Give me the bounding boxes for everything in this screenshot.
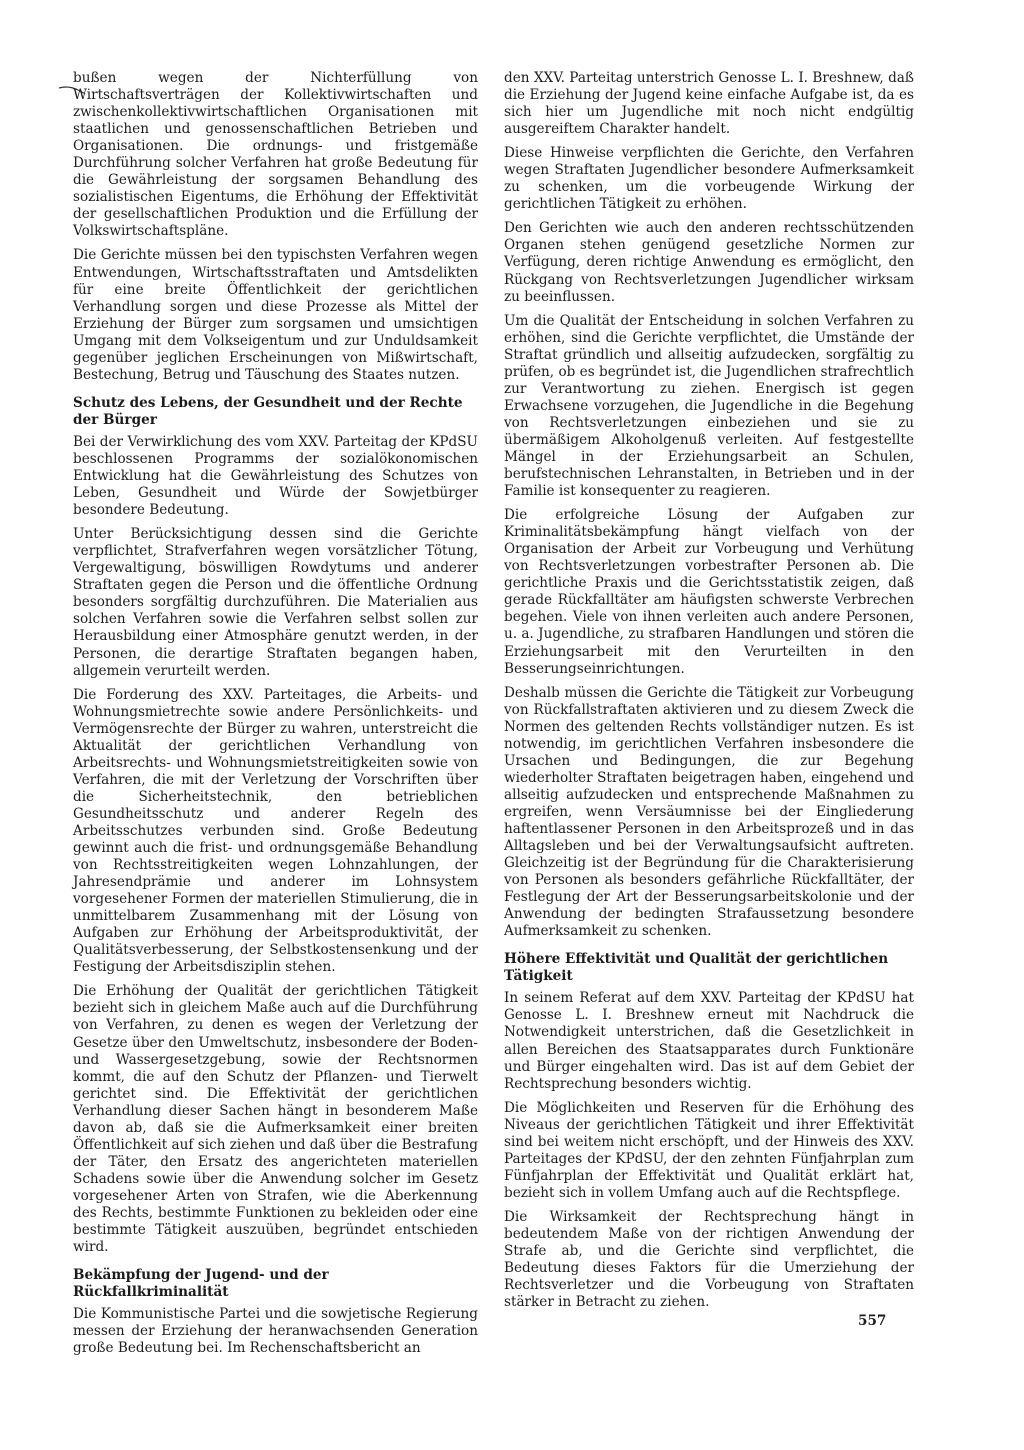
- paragraph: Die Gerichte müssen bei den typischsten Verfahren wegen Entwendungen, Wirtschaftsstraftaten und Amtsdelikten für eine breite Öffentlichkeit der gerichtlichen Verhandlung sorgen und diese Prozesse als Mittel der Erziehung der Bürger zum sorgsamen und umsichtigen Umgang mit dem Volkseigentum und zur Unduldsamkeit gegenüber jeglichen Erscheinungen von Mißwirtschaft, Bestechung, Betrug und Täuschung des Staates nutzen.: [73, 247, 478, 383]
- paragraph: Die Möglichkeiten und Reserven für die Erhöhung des Niveaus der gerichtlichen Tätigkeit und ihrer Effektivität sind bei weitem nicht erschöpft, und der Hinweis des XXV. Parteitages der KPdSU, der den zehnten Fünfjahrplan zum Fünfjahrplan der Effektivität und Qualität erklärt hat, bezieht sich in vollem Umfang auch auf die Rechtspflege.: [504, 1099, 914, 1201]
- paragraph: Diese Hinweise verpflichten die Gerichte, den Verfahren wegen Straftaten Jugendlicher besondere Aufmerksamkeit zu schenken, um die vorbeugende Wirkung der gerichtlichen Tätigkeit zu erhöhen.: [504, 145, 914, 213]
- paragraph: den XXV. Parteitag unterstrich Genosse L. I. Breshnew, daß die Erziehung der Jugend keine einfache Aufgabe ist, da es sich hier um Jugendliche mit noch nicht endgültig ausgereiftem Charakter handelt.: [504, 70, 914, 138]
- paragraph: Die Wirksamkeit der Rechtsprechung hängt in bedeutendem Maße von der richtigen Anwendung der Strafe ab, und die Gerichte sind verpflichtet, die Bedeutung dieses Faktors für die Umerziehung der Rechtsverletzer und die Vorbeugung von Straftaten stärker in Betracht zu ziehen.: [504, 1208, 914, 1311]
- page-number: 557: [858, 1313, 887, 1329]
- paragraph: Unter Berücksichtigung dessen sind die Gerichte verpflichtet, Strafverfahren wegen vorsätzlicher Tötung, Vergewaltigung, böswilligen Rowdytums und anderer Straftaten gegen die Person und die öffentliche Ordnung besonders sorgfältig durchzuführen. Die Materialien aus solchen Verfahren sowie die Verfahren selbst sollen zur Herausbildung einer Atmosphäre genutzt werden, in der Personen, die derartige Straftaten begangen haben, allgemein verurteilt werden.: [73, 526, 478, 679]
- paragraph: Die Kommunistische Partei und die sowjetische Regierung messen der Erziehung der heranwachsenden Generation große Bedeutung bei. Im Rechenschaftsbericht an: [73, 1306, 478, 1357]
- paragraph: Den Gerichten wie auch den anderen rechtsschützenden Organen stehen genügend gesetzliche Normen zur Verfügung, deren richtige Anwendung es ermöglicht, den Rückgang von Rechtsverletzungen Jugendlicher wirksam zu beeinflussen.: [504, 220, 914, 305]
- paragraph: Bei der Verwirklichung des vom XXV. Parteitag der KPdSU beschlossenen Programms der sozialökonomischen Entwicklung hat die Gewährleistung des Schutzes von Leben, Gesundheit und Würde der Sowjetbürger besondere Bedeutung.: [73, 433, 478, 519]
- section-heading: Schutz des Lebens, der Gesundheit und der Rechte der Bürger: [73, 394, 463, 428]
- right-column: [504, 70, 914, 1318]
- paragraph: In seinem Referat auf dem XXV. Parteitag der KPdSU hat Genosse L. I. Breshnew erneut mit Nachdruck die Notwendigkeit unterstrichen, daß die Gesetzlichkeit in allen Bereichen des Staatsapparates durch Funktionäre und Bürger eingehalten wird. Das ist auf dem Gebiet der Rechtsprechung besonders wichtig.: [504, 990, 914, 1092]
- paragraph: Um die Qualität der Entscheidung in solchen Verfahren zu erhöhen, sind die Gerichte verpflichtet, die Umstände der Straftat gründlich und allseitig aufzudecken, sorgfältig zu prüfen, ob es begründet ist, die Jugendlichen strafrechtlich zur Verantwortung zu ziehen. Energisch ist gegen Erwachsene vorzugehen, die Jugendliche in die Begehung von Rechtsverletzungen einbeziehen und sie zu übermäßigem Alkoholgenuß verleiten. Auf festgestellte Mängel in der Erziehungsarbeit an Schulen, berufstechnischen Lehranstalten, in Betrieben und in der Familie ist konsequenter zu reagieren.: [504, 312, 914, 500]
- left-column: [73, 70, 478, 1364]
- paragraph: bußen wegen der Nichterfüllung von Wirtschaftsverträgen der Kollektivwirtschaften und zwischenkollektivwirtschaftlichen Organisationen mit staatlichen und genossenschaftlichen Betrieben und Organisationen. Die ordnungs- und fristgemäße Durchführung solcher Verfahren hat große Bedeutung für die Gewährleistung der sorgsamen Behandlung des sozialistischen Eigentums, die Erhöhung der Effektivität der gesellschaftlichen Produktion und die Erfüllung der Volkswirtschaftspläne.: [73, 70, 478, 240]
- paragraph: Deshalb müssen die Gerichte die Tätigkeit zur Vorbeugung von Rückfallstraftaten aktivieren und zu diesem Zweck die Normen des geltenden Rechts vollständiger nutzen. Es ist notwendig, im gerichtlichen Verfahren insbesondere die Ursachen und Bedingungen, die zur Begehung wiederholter Straftaten beigetragen haben, eingehend und allseitig aufzudecken und entsprechende Maßnahmen zu ergreifen, wenn Versäumnisse bei der Eingliederung haftentlassener Personen in den Arbeitsprozeß und in das Alltagsleben und bei der Verwaltungsaufsicht auftreten. Gleichzeitig ist der Begründung für die Charakterisierung von Personen als besonders gefährliche Rückfalltäter, der Festlegung der Art der Besserungsarbeitskolonie und der Anwendung der bedingten Strafaussetzung besondere Aufmerksamkeit zu schenken.: [504, 684, 914, 940]
- section-heading: Höhere Effektivität und Qualität der gerichtlichen Tätigkeit: [504, 951, 889, 985]
- paragraph: Die erfolgreiche Lösung der Aufgaben zur Kriminalitätsbekämpfung hängt vielfach von der Organisation der Arbeit zur Vorbeugung und Verhütung von Rechtsverletzungen vorbestrafter Personen ab. Die gerichtliche Praxis und die Gerichtsstatistik zeigen, daß gerade Rückfalltäter am häufigsten schwerste Verbrechen begehen. Viele von ihnen verleiten auch andere Personen, u. a. Jugendliche, zu strafbaren Handlungen und stören die Erziehungsarbeit mit den Verurteilten in den Besserungseinrichtungen.: [504, 507, 915, 677]
- section-heading: Bekämpfung der Jugend- und der Rückfallkriminalität: [73, 1267, 329, 1301]
- paragraph: Die Erhöhung der Qualität der gerichtlichen Tätigkeit bezieht sich in gleichem Maße auch auf die Durchführung von Verfahren, zu denen es wegen der Verletzung der Gesetze über den Umweltschutz, insbesondere der Boden- und Wassergesetzgebung, sowie der Rechtsnormen kommt, die auf den Schutz der Pflanzen- und Tierwelt gerichtet sind. Die Effektivität der gerichtlichen Verhandlung dieser Sachen hängt in besonderem Maße davon ab, daß sie die Aufmerksamkeit einer breiten Öffentlichkeit auf sich ziehen und daß über die Bestrafung der Täter, den Ersatz des angerichteten materiellen Schadens sowie über die Anwendung solcher im Gesetz vorgesehener Arten von Strafen, wie die Aberkennung des Rechts, bestimmte Funktionen zu bekleiden oder eine bestimmte Tätigkeit auszuüben, begründet entschieden wird.: [73, 983, 478, 1256]
- paragraph: Die Forderung des XXV. Parteitages, die Arbeits- und Wohnungsmietrechte sowie andere Persönlichkeits- und Vermögensrechte der Bürger zu wahren, unterstreicht die Aktualität der gerichtlichen Verhandlung von Arbeitsrechts- und Wohnungsmietstreitigkeiten sowie von Verfahren, die mit der Verletzung der Vorschriften über die Sicherheitstechnik, den betrieblichen Gesundheitsschutz und anderer Regeln des Arbeitsschutzes verbunden sind. Große Bedeutung gewinnt auch die frist- und ordnungsgemäße Behandlung von Rechtsstreitigkeiten wegen Lohnzahlungen, der Jahresendprämie und anderer im Lohnsystem vorgesehener Formen der materiellen Stimulierung, die in unmittelbarem Zusammenhang mit der Lösung von Aufgaben zur Erhöhung der Arbeitsproduktivität, der Qualitätsverbesserung, der Selbstkostensenkung und der Festigung der Arbeitsdisziplin stehen.: [73, 686, 478, 976]
